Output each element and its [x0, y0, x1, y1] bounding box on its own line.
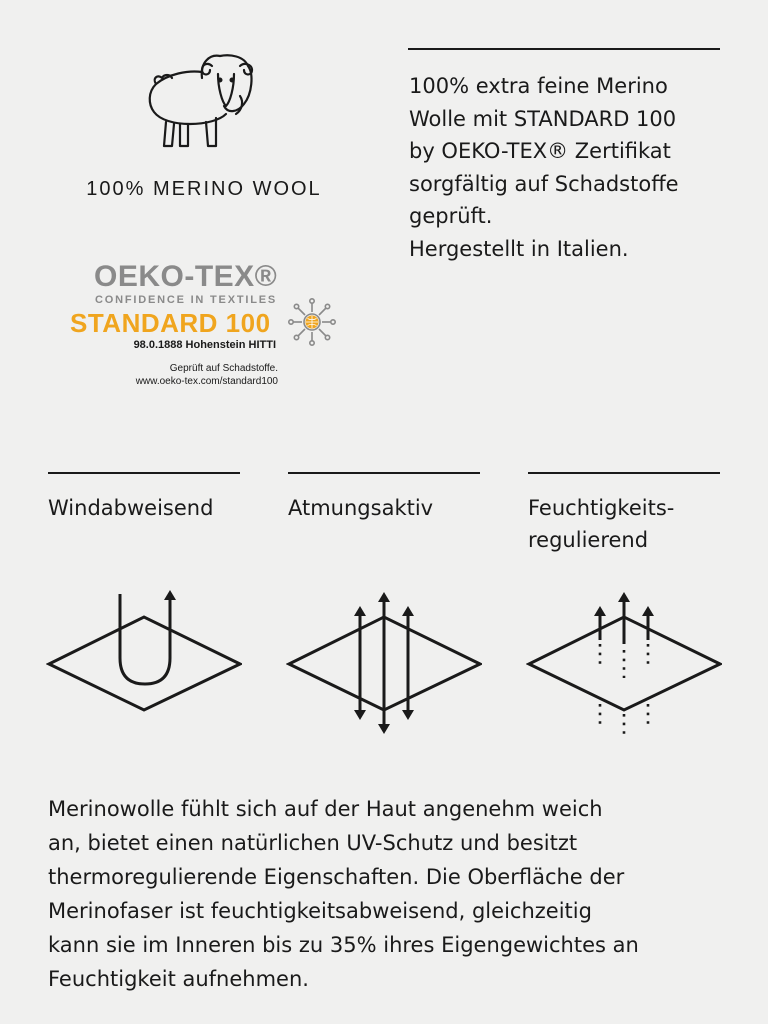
windproof-icon [46, 588, 242, 738]
feature-title-moisture [528, 492, 674, 556]
feature-title-breathable [288, 492, 433, 524]
feature-title-line: Feuchtigkeits- [528, 496, 675, 520]
oeko-tex-note-line1: Geprüft auf Schadstoffe. [169, 363, 278, 374]
oeko-tex-standard: STANDARD 100 [70, 308, 271, 338]
description-line: Merinowolle fühlt sich auf der Haut angenehm weich [48, 797, 603, 821]
oeko-tex-brand: OEKO-TEX® [94, 260, 278, 293]
merino-wool-caption: 100% MERINO WOOL [86, 178, 322, 200]
intro-divider [408, 48, 720, 50]
description-line: an, bietet einen natürlichen UV-Schutz und besitzt [48, 831, 578, 855]
intro-line: geprüft. [409, 204, 493, 228]
feature-divider [288, 472, 480, 474]
oeko-tex-tagline: CONFIDENCE IN TEXTILES [95, 294, 277, 306]
description-line: Merinofaser ist feuchtigkeitsabweisend, gleichzeitig [48, 899, 592, 923]
feature-divider [48, 472, 240, 474]
description-line: kann sie im Inneren bis zu 35% ihres Eigengewichtes an [48, 933, 639, 957]
moisture-regulating-icon [526, 588, 722, 738]
intro-line: sorgfältig auf Schadstoffe [409, 171, 679, 196]
feature-title-line: Windabweisend [48, 496, 214, 520]
intro-line: by OEKO-TEX® Zertifikat [409, 139, 671, 163]
feature-title-line: regulierend [528, 528, 649, 552]
description-text [48, 792, 728, 996]
oeko-tex-note-line2: www.oeko-tex.com/standard100 [135, 376, 278, 387]
description-line: thermoregulierende Eigenschaften. Die Oberfläche der [48, 865, 625, 889]
oeko-tex-note [80, 362, 278, 388]
intro-text [409, 70, 739, 265]
intro-line: 100% extra feine Merino [409, 74, 668, 98]
sheep-icon [144, 44, 264, 152]
feature-divider [528, 472, 720, 474]
feature-title-windproof [48, 492, 213, 524]
intro-line: Hergestellt in Italien. [409, 236, 629, 261]
description-line: Feuchtigkeit aufnehmen. [48, 967, 309, 991]
breathable-icon [286, 588, 482, 738]
intro-line: Wolle mit STANDARD 100 [409, 106, 677, 131]
oeko-tex-certificate: 98.0.1888 Hohenstein HITTI [133, 339, 276, 351]
oeko-tex-seal-icon [286, 296, 338, 348]
feature-title-line: Atmungsaktiv [288, 496, 434, 520]
